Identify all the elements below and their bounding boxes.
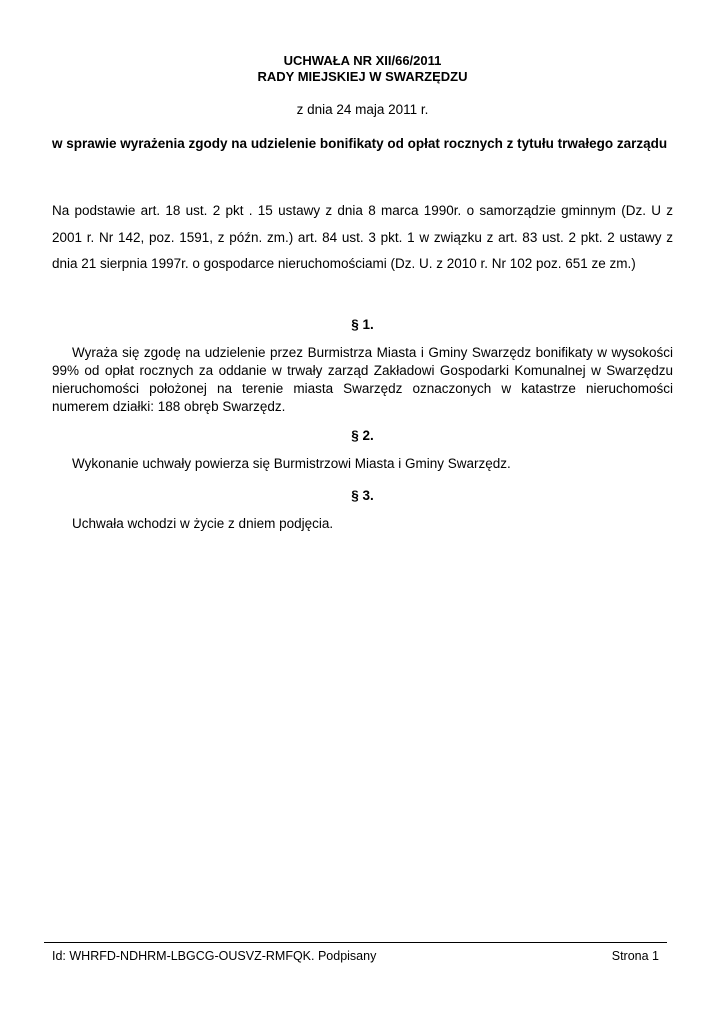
section-2-text: Wykonanie uchwały powierza się Burmistrzowi Miasta i Gminy Swarzędz. <box>72 456 511 471</box>
resolution-date: z dnia 24 maja 2011 r. <box>296 102 429 117</box>
resolution-number: UCHWAŁA NR XII/66/2011 <box>283 53 442 68</box>
resolution-subject: w sprawie wyrażenia zgody na udzielenie bonifikaty od opłat rocznych z tytułu trwałego zarządu <box>52 136 668 151</box>
section-1-title: § 1. <box>351 317 374 332</box>
legal-basis: Na podstawie art. 18 ust. 2 pkt . 15 ustawy z dnia 8 marca 1990r. o samorządzie gminnym (Dz. U z 2001 r. Nr 142, poz. 1591, z późn. zm.) art. 84 ust. 3 pkt. 1 w związku z art. 83 ust. 2 pkt. 2 ustawy z dnia 21 sierpnia 1997r. o gospodarce nieruchomościami (Dz. U. z 2010 r. Nr 102 poz. 651 ze zm.) <box>52 203 673 271</box>
section-3-text: Uchwała wchodzi w życie z dniem podjęcia. <box>72 516 334 531</box>
section-1-text: Wyraża się zgodę na udzielenie przez Burmistrza Miasta i Gminy Swarzędz bonifikaty w wysokości 99% od opłat rocznych za oddanie w trwały zarząd Zakładowi Gospodarki Komunalnej w Swarzędzu nieruchomości położonej na terenie miasta Swarzędz oznaczonych w katastrze nieruchomości numerem działki: 188 obręb Swarzędz. <box>52 345 673 414</box>
document-id: Id: WHRFD-NDHRM-LBGCG-OUSVZ-RMFQK. Podpisany <box>52 949 377 963</box>
section-2-title: § 2. <box>351 428 374 443</box>
page-number: Strona 1 <box>611 949 659 963</box>
council-name: RADY MIEJSKIEJ W SWARZĘDZU <box>257 69 468 84</box>
footer-divider <box>44 942 667 943</box>
section-3-title: § 3. <box>351 488 374 503</box>
